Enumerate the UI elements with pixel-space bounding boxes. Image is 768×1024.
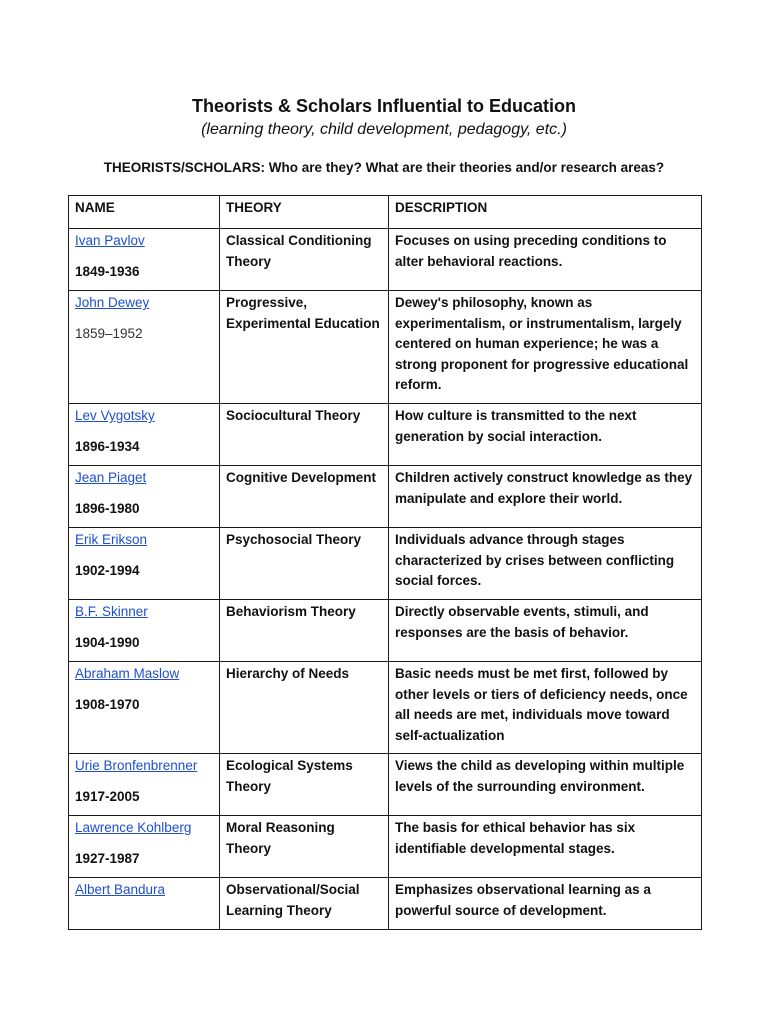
table-row	[69, 291, 702, 404]
theory-cell: Psychosocial Theory	[220, 528, 389, 600]
name-cell	[69, 816, 220, 878]
description-cell: Views the child as developing within multiple levels of the surrounding environment.	[389, 754, 702, 816]
table-row	[69, 878, 702, 930]
years-text: 1904-1990	[75, 634, 140, 650]
theorist-link[interactable]: John Dewey	[75, 295, 150, 310]
theory-cell: Sociocultural Theory	[220, 404, 389, 466]
column-header-description: DESCRIPTION	[389, 196, 702, 229]
table-row	[69, 600, 702, 662]
description-cell: Dewey's philosophy, known as experimentalism, or instrumentalism, largely centered on human experience; he was a strong proponent for progressive educational reform.	[389, 291, 702, 404]
description-cell: Directly observable events, stimuli, and responses are the basis of behavior.	[389, 600, 702, 662]
description-cell: Individuals advance through stages characterized by crises between conflicting social forces.	[389, 528, 702, 600]
name-cell	[69, 662, 220, 754]
theorist-link[interactable]: Lawrence Kohlberg	[75, 820, 192, 835]
years-text: 1927-1987	[75, 850, 140, 866]
theorist-link[interactable]: Abraham Maslow	[75, 666, 180, 681]
theory-cell: Cognitive Development	[220, 466, 389, 528]
years-text: 1908-1970	[75, 696, 140, 712]
theorist-link[interactable]: Jean Piaget	[75, 470, 147, 485]
name-cell	[69, 229, 220, 291]
theorist-link[interactable]: Lev Vygotsky	[75, 408, 155, 423]
table-row	[69, 754, 702, 816]
page-title: Theorists & Scholars Influential to Education	[191, 96, 577, 116]
theory-cell: Classical Conditioning Theory	[220, 229, 389, 291]
table-header-row	[69, 196, 702, 229]
description-cell: Basic needs must be met first, followed by other levels or tiers of deficiency needs, once all needs are met, individuals move toward self-actualization	[389, 662, 702, 754]
years-text: 1896-1934	[75, 438, 140, 454]
name-cell	[69, 878, 220, 930]
description-cell: Emphasizes observational learning as a powerful source of development.	[389, 878, 702, 930]
years-text: 1859–1952	[75, 325, 143, 341]
name-cell	[69, 528, 220, 600]
description-cell: The basis for ethical behavior has six identifiable developmental stages.	[389, 816, 702, 878]
table-row	[69, 229, 702, 291]
column-header-theory: THEORY	[220, 196, 389, 229]
page-subtitle: (learning theory, child development, pedagogy, etc.)	[201, 121, 567, 138]
table-row	[69, 528, 702, 600]
theory-cell: Hierarchy of Needs	[220, 662, 389, 754]
description-cell: Focuses on using preceding conditions to alter behavioral reactions.	[389, 229, 702, 291]
table-row	[69, 816, 702, 878]
table-row	[69, 404, 702, 466]
years-text: 1902-1994	[75, 562, 140, 578]
theory-cell: Ecological Systems Theory	[220, 754, 389, 816]
theorists-table	[68, 195, 702, 930]
name-cell	[69, 600, 220, 662]
years-text: 1896-1980	[75, 500, 140, 516]
description-cell: Children actively construct knowledge as they manipulate and explore their world.	[389, 466, 702, 528]
theory-cell: Observational/Social Learning Theory	[220, 878, 389, 930]
theorist-link[interactable]: Ivan Pavlov	[75, 233, 145, 248]
name-cell	[69, 404, 220, 466]
table-row	[69, 662, 702, 754]
column-header-name: NAME	[69, 196, 220, 229]
theorist-link[interactable]: Urie Bronfenbrenner	[75, 758, 198, 773]
years-text: 1917-2005	[75, 788, 140, 804]
theory-cell: Progressive, Experimental Education	[220, 291, 389, 404]
theorist-link[interactable]: Erik Erikson	[75, 532, 148, 547]
theorist-link[interactable]: B.F. Skinner	[75, 604, 148, 619]
theory-cell: Moral Reasoning Theory	[220, 816, 389, 878]
description-cell: How culture is transmitted to the next generation by social interaction.	[389, 404, 702, 466]
name-cell	[69, 754, 220, 816]
theory-cell: Behaviorism Theory	[220, 600, 389, 662]
years-text: 1849-1936	[75, 263, 140, 279]
section-question: THEORISTS/SCHOLARS: Who are they? What are their theories and/or research areas?	[103, 160, 665, 175]
theorist-link[interactable]: Albert Bandura	[75, 882, 166, 897]
name-cell	[69, 466, 220, 528]
name-cell	[69, 291, 220, 404]
table-row	[69, 466, 702, 528]
